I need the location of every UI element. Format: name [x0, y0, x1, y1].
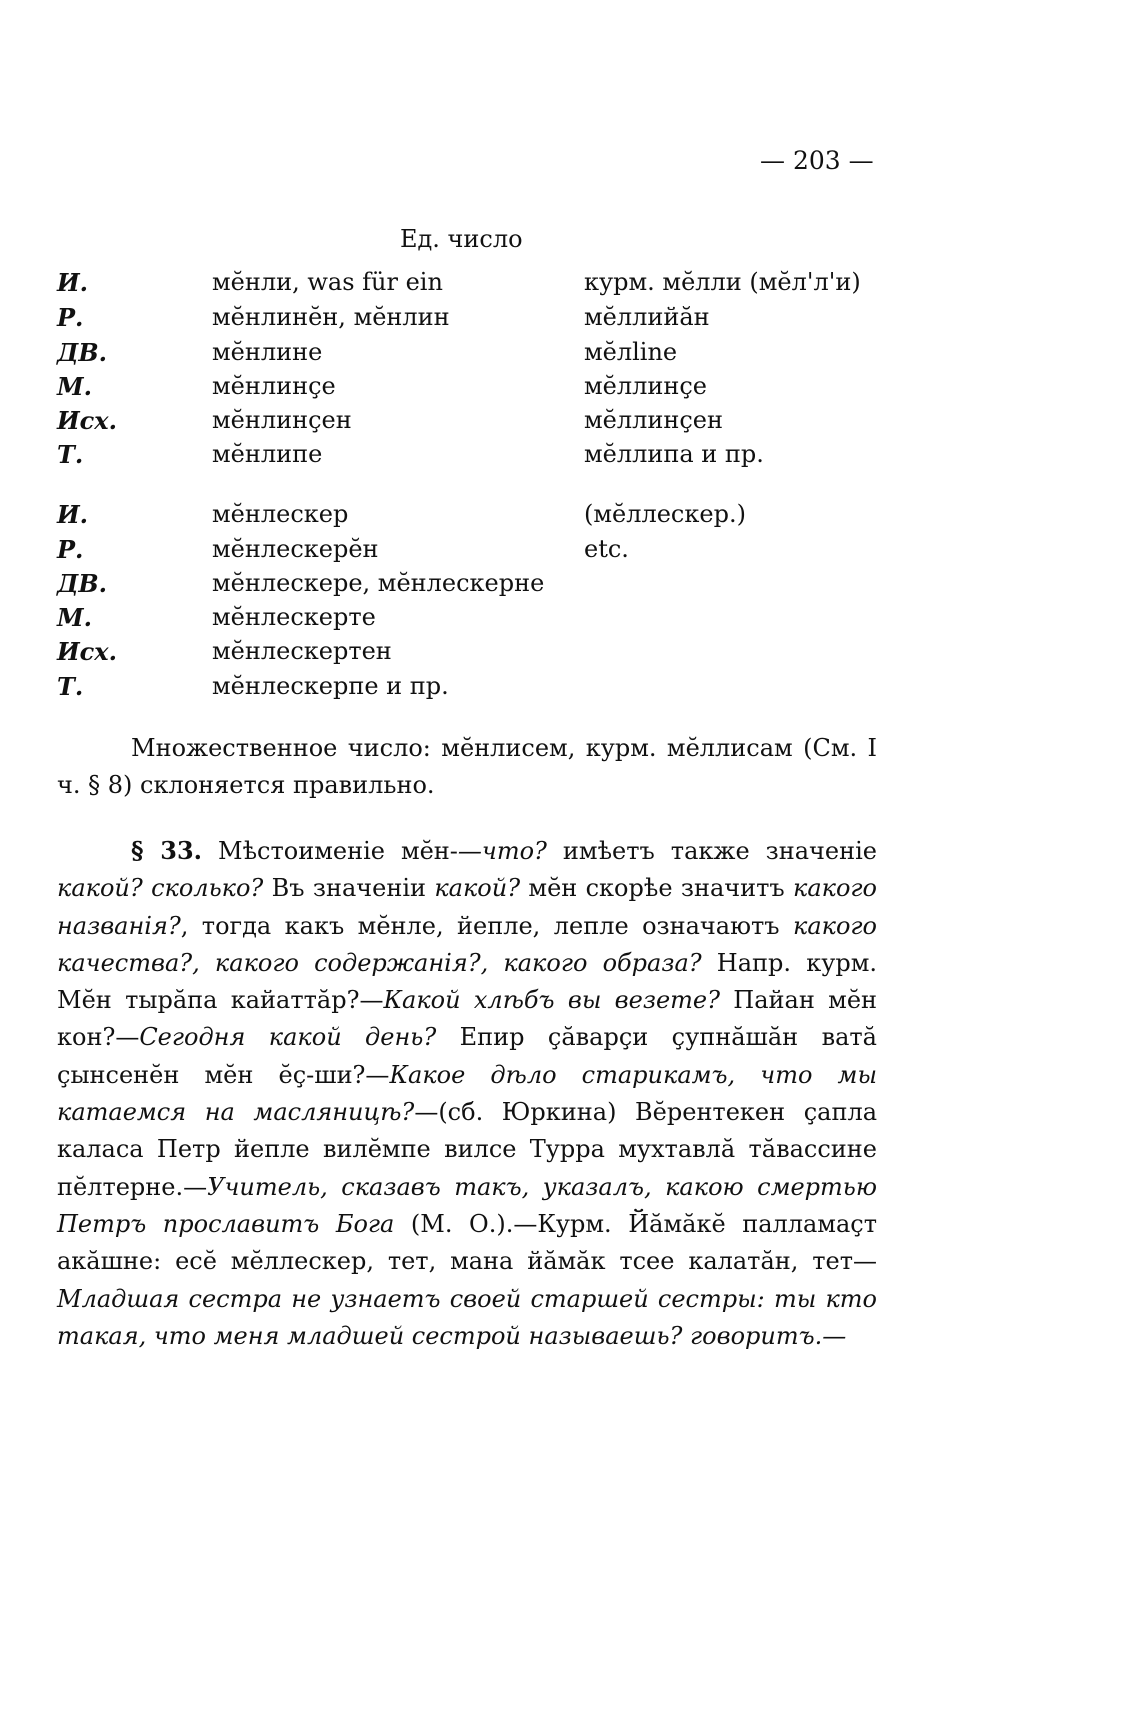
- kurm-form: мӗлline: [584, 338, 678, 366]
- declension-row: [0, 535, 1140, 571]
- italic-run: —что?: [457, 837, 547, 865]
- plural-note: [57, 730, 877, 805]
- form-text: мӗнли, was für ein: [212, 268, 443, 296]
- section-33-text: [57, 832, 877, 1355]
- text-run: Пайан мӗн кон?—: [57, 986, 878, 1052]
- text-run: —(сб. Юркина) Вӗрентекен ҫапла каласа Петр йепле вилӗмпе вилсе Турра мухтавлӑ тӑвассине пӗлтерне.—: [57, 1098, 878, 1201]
- case-label: ДВ.: [57, 569, 107, 598]
- form-text: мӗнлескертен: [212, 637, 392, 665]
- form-text: мӗнлескере, мӗнлескерне: [212, 569, 545, 597]
- kurm-form: мӗллинҫе: [584, 372, 707, 400]
- declension-row: [0, 303, 1140, 339]
- case-label: Т.: [57, 440, 84, 469]
- kurm-form: etc.: [584, 535, 629, 563]
- text-run: Мѣстоименіе мӗн-: [218, 837, 458, 865]
- text-run: , тогда какъ мӗнле, йепле, лепле означаютъ: [180, 911, 793, 940]
- italic-run: какой?: [434, 874, 521, 903]
- declension-row: [0, 603, 1140, 639]
- case-label: Исх.: [57, 637, 117, 666]
- italic-run: Учитель, сказавъ такъ, указалъ, какою смертью Петръ прославитъ Бога: [57, 1172, 877, 1238]
- italic-run: Какое дѣло старикамъ, что мы катаемся на масляницѣ?: [57, 1060, 878, 1127]
- italic-run: Сегодня какой день?: [139, 1023, 437, 1052]
- page-number: — 203 —: [760, 146, 874, 175]
- declension-row: [0, 406, 1140, 442]
- declension-row: [0, 569, 1140, 605]
- form-text: мӗнлинӗн, мӗнлин: [212, 303, 450, 331]
- italic-run: Младшая сестра не узнаетъ своей старшей сестры: ты кто такая, что меня младшей сестрой называешь? говоритъ.—: [57, 1284, 877, 1350]
- case-label: М.: [57, 603, 92, 632]
- italic-run: какого названія?: [57, 874, 877, 940]
- section-title: Ед. число: [400, 225, 523, 253]
- section-33: [57, 832, 877, 1355]
- text-run: Епир ҫӑварҫи ҫупнӑшӑн ватӑ ҫынсенӗн мӗн ӗҫ-ши?—: [57, 1023, 877, 1089]
- case-label: Исх.: [57, 406, 117, 435]
- declension-row: [0, 672, 1140, 708]
- kurm-form: (мӗллескер.): [584, 500, 746, 528]
- case-label: Р.: [57, 303, 84, 332]
- declension-row: [0, 372, 1140, 408]
- form-text: мӗнлескерпе и пр.: [212, 672, 449, 700]
- case-label: Т.: [57, 672, 84, 701]
- text-run: (М. О.).—Курм. Йӑмӑкӗ палламаҫт акӑшне: есӗ мӗллескер, тет, мана йӑмӑк тсее калатӑн, тет—: [57, 1209, 877, 1276]
- case-label: И.: [57, 500, 89, 529]
- italic-run: какого качества?, какого содержанія?, какого образа?: [57, 911, 877, 977]
- case-label: Р.: [57, 535, 84, 564]
- section-number: § 33.: [131, 836, 203, 865]
- case-label: ДВ.: [57, 338, 107, 367]
- kurm-form: мӗллийӑн: [584, 303, 710, 331]
- text-run: Напр. курм. Мӗн тырӑпа кайаттӑр?—: [57, 948, 877, 1015]
- italic-run: Какой хлѣбъ вы везете?: [383, 986, 720, 1015]
- declension-row: [0, 637, 1140, 673]
- form-text: мӗнлинҫен: [212, 406, 352, 434]
- text-run: имѣетъ также значеніе: [546, 837, 877, 865]
- plural-note-text: Множественное число: мӗнлисем, курм. мӗллисам (См. I ч. § 8) склоняется правильно.: [57, 734, 877, 800]
- kurm-form: курм. мӗлли (мӗл'л'и): [584, 268, 861, 296]
- declension-row: [0, 440, 1140, 476]
- form-text: мӗнлескерӗн: [212, 535, 379, 563]
- form-text: мӗнлипе: [212, 440, 323, 468]
- form-text: мӗнлине: [212, 338, 323, 366]
- text-run: Въ значеніи: [263, 874, 435, 903]
- declension-row: [0, 268, 1140, 304]
- kurm-form: мӗллинҫен: [584, 406, 723, 434]
- italic-run: какой? сколько?: [57, 874, 264, 903]
- declension-row: [0, 338, 1140, 374]
- kurm-form: мӗллипа и пр.: [584, 440, 764, 468]
- text-run: мӗн скорѣе значитъ: [520, 874, 793, 903]
- case-label: И.: [57, 268, 89, 297]
- form-text: мӗнлескерте: [212, 603, 376, 631]
- declension-row: [0, 500, 1140, 536]
- case-label: М.: [57, 372, 92, 401]
- form-text: мӗнлинҫе: [212, 372, 336, 400]
- form-text: мӗнлескер: [212, 500, 349, 528]
